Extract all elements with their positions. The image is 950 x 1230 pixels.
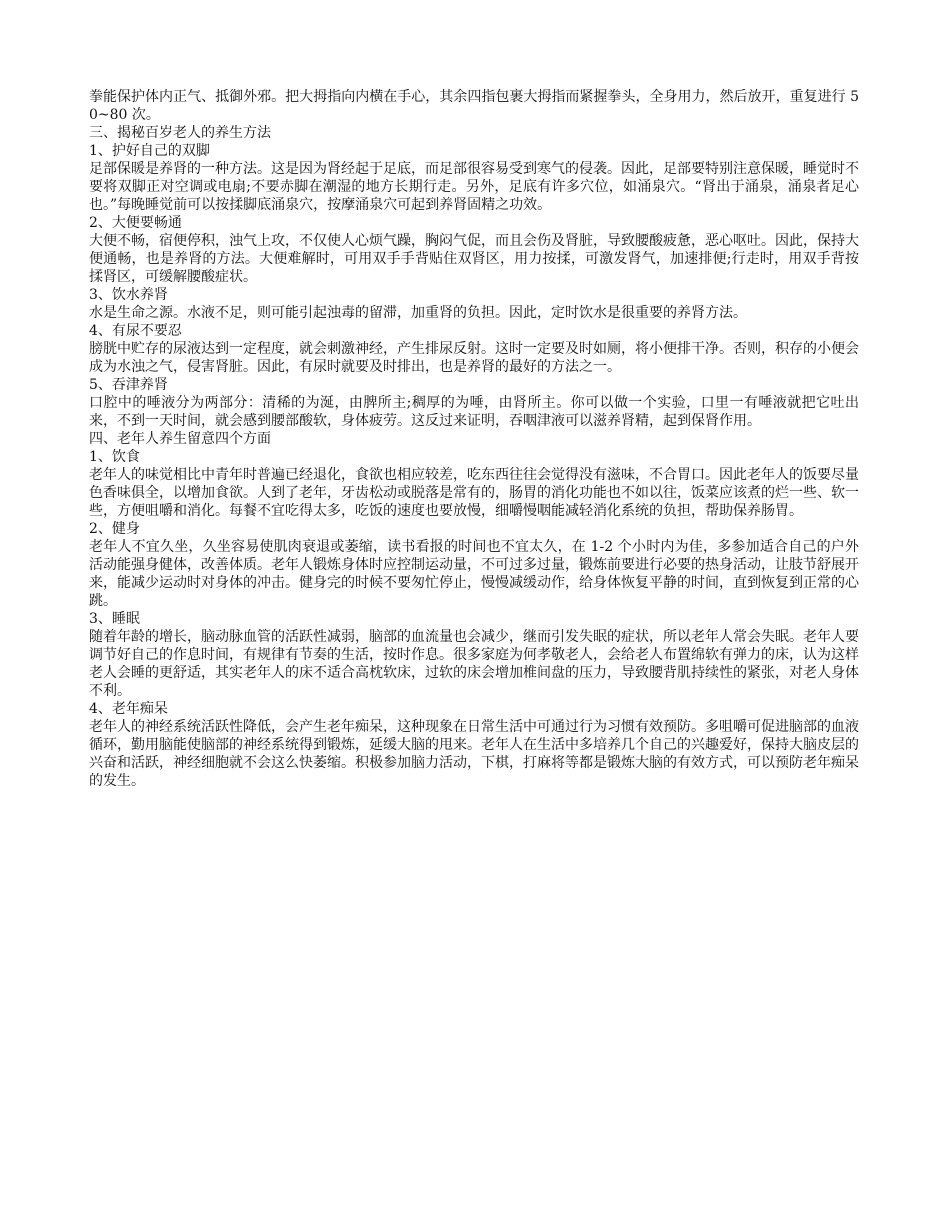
document-body — [89, 88, 859, 790]
section-heading-elderly-four-aspects: 四、老年人养生留意四个方面 — [89, 431, 271, 447]
section-heading-centenarian-methods: 三、揭秘百岁老人的养生方法 — [89, 125, 271, 141]
paragraph-protect-feet: 足部保暖是养肾的一种方法。这是因为肾经起于足底，而足部很容易受到寒气的侵袭。因此，足部要特别注意保暖，睡觉时不要将双脚正对空调或电扇;不要赤脚在潮湿的地方长期行走。另外，足底有许多穴位，如涌泉穴。“肾出于涌泉，涌泉者足心也。”每晚睡觉前可以按揉脚底涌泉穴，按摩涌泉穴可起到养肾固精之功效。 — [89, 161, 859, 213]
paragraph-fist-exercise: 拳能保护体内正气、抵御外邪。把大拇指向内横在手心，其余四指包裹大拇指而紧握拳头，全身用力，然后放开，重复进行 50~80 次。 — [89, 89, 859, 123]
paragraph-dementia: 老年人的神经系统活跃性降低，会产生老年痴呆，这种现象在日常生活中可通过行为习惯有效预防。多咀嚼可促进脑部的血液循环，勤用脑能使脑部的神经系统得到锻炼，延缓大脑的甩来。老年人在生活中多培养几个自己的兴趣爱好，保持大脑皮层的兴奋和活跃，神经细胞就不会这么快萎缩。积极参加脑力活动，下棋，打麻将等都是锻炼大脑的有效方式，可以预防老年痴呆的发生。 — [89, 719, 859, 789]
subheading-saliva: 5、吞津养肾 — [89, 377, 168, 393]
subheading-bowel: 2、大便要畅通 — [89, 215, 182, 231]
paragraph-sleep: 随着年龄的增长，脑动脉血管的活跃性减弱，脑部的血流量也会减少，继而引发失眠的症状，所以老年人常会失眠。老年人要调节好自己的作息时间，有规律有节奏的生活，按时作息。很多家庭为何孝敬老人，会给老人布置绵软有弹力的床，认为这样老人会睡的更舒适，其实老年人的床不适合高枕软床，过软的床会增加椎间盘的压力，导致腰背肌持续性的紧张，对老人身体不利。 — [89, 629, 859, 699]
paragraph-saliva: 口腔中的唾液分为两部分：清稀的为涎，由脾所主;稠厚的为唾，由肾所主。你可以做一个实验，口里一有唾液就把它吐出来，不到一天时间，就会感到腰部酸软，身体疲劳。这反过来证明，吞咽津液可以滋养肾精，起到保肾作用。 — [89, 395, 859, 429]
subheading-fitness: 2、健身 — [89, 521, 140, 537]
subheading-sleep: 3、睡眠 — [89, 611, 140, 627]
paragraph-fitness: 老年人不宜久坐，久坐容易使肌肉衰退或萎缩，读书看报的时间也不宜太久，在 1-2 个小时内为佳，多参加适合自己的户外活动能强身健体，改善体质。老年人锻炼身体时应控制运动量，不可过多过量，锻炼前要进行必要的热身活动，让肢节舒展开来，能减少运动时对身体的冲击。健身完的时候不要匆忙停止，慢慢减缓动作，给身体恢复平静的时间，直到恢复到正常的心跳。 — [89, 539, 859, 609]
subheading-dementia: 4、老年痴呆 — [89, 701, 168, 717]
paragraph-drink-water: 水是生命之源。水液不足，则可能引起浊毒的留滞，加重肾的负担。因此，定时饮水是很重要的养肾方法。 — [89, 305, 747, 321]
paragraph-diet: 老年人的味觉相比中青年时普遍已经退化，食欲也相应较差，吃东西往往会觉得没有滋味，不合胃口。因此老年人的饭要尽量色香味俱全，以增加食欲。人到了老年，牙齿松动或脱落是常有的，肠胃的消化功能也不如以往，饭菜应该煮的烂一些、软一些，方便咀嚼和消化。每餐不宜吃得太多，吃饭的速度也要放慢，细嚼慢咽能减轻消化系统的负担，帮助保养肠胃。 — [89, 467, 859, 519]
subheading-urine: 4、有尿不要忍 — [89, 323, 182, 339]
subheading-diet: 1、饮食 — [89, 449, 140, 465]
subheading-drink-water: 3、饮水养肾 — [89, 287, 168, 303]
subheading-protect-feet: 1、护好自己的双脚 — [89, 143, 210, 159]
paragraph-urine: 膀胱中贮存的尿液达到一定程度，就会刺激神经，产生排尿反射。这时一定要及时如厕，将小便排干净。否则，积存的小便会成为水浊之气，侵害肾脏。因此，有尿时就要及时排出，也是养肾的最好的方法之一。 — [89, 341, 859, 375]
paragraph-bowel: 大便不畅，宿便停积，浊气上攻，不仅使人心烦气躁，胸闷气促，而且会伤及肾脏，导致腰酸疲惫，恶心呕吐。因此，保持大便通畅，也是养肾的方法。大便难解时，可用双手手背贴住双肾区，用力按揉，可激发肾气，加速排便;行走时，用双手背按揉肾区，可缓解腰酸症状。 — [89, 233, 859, 285]
